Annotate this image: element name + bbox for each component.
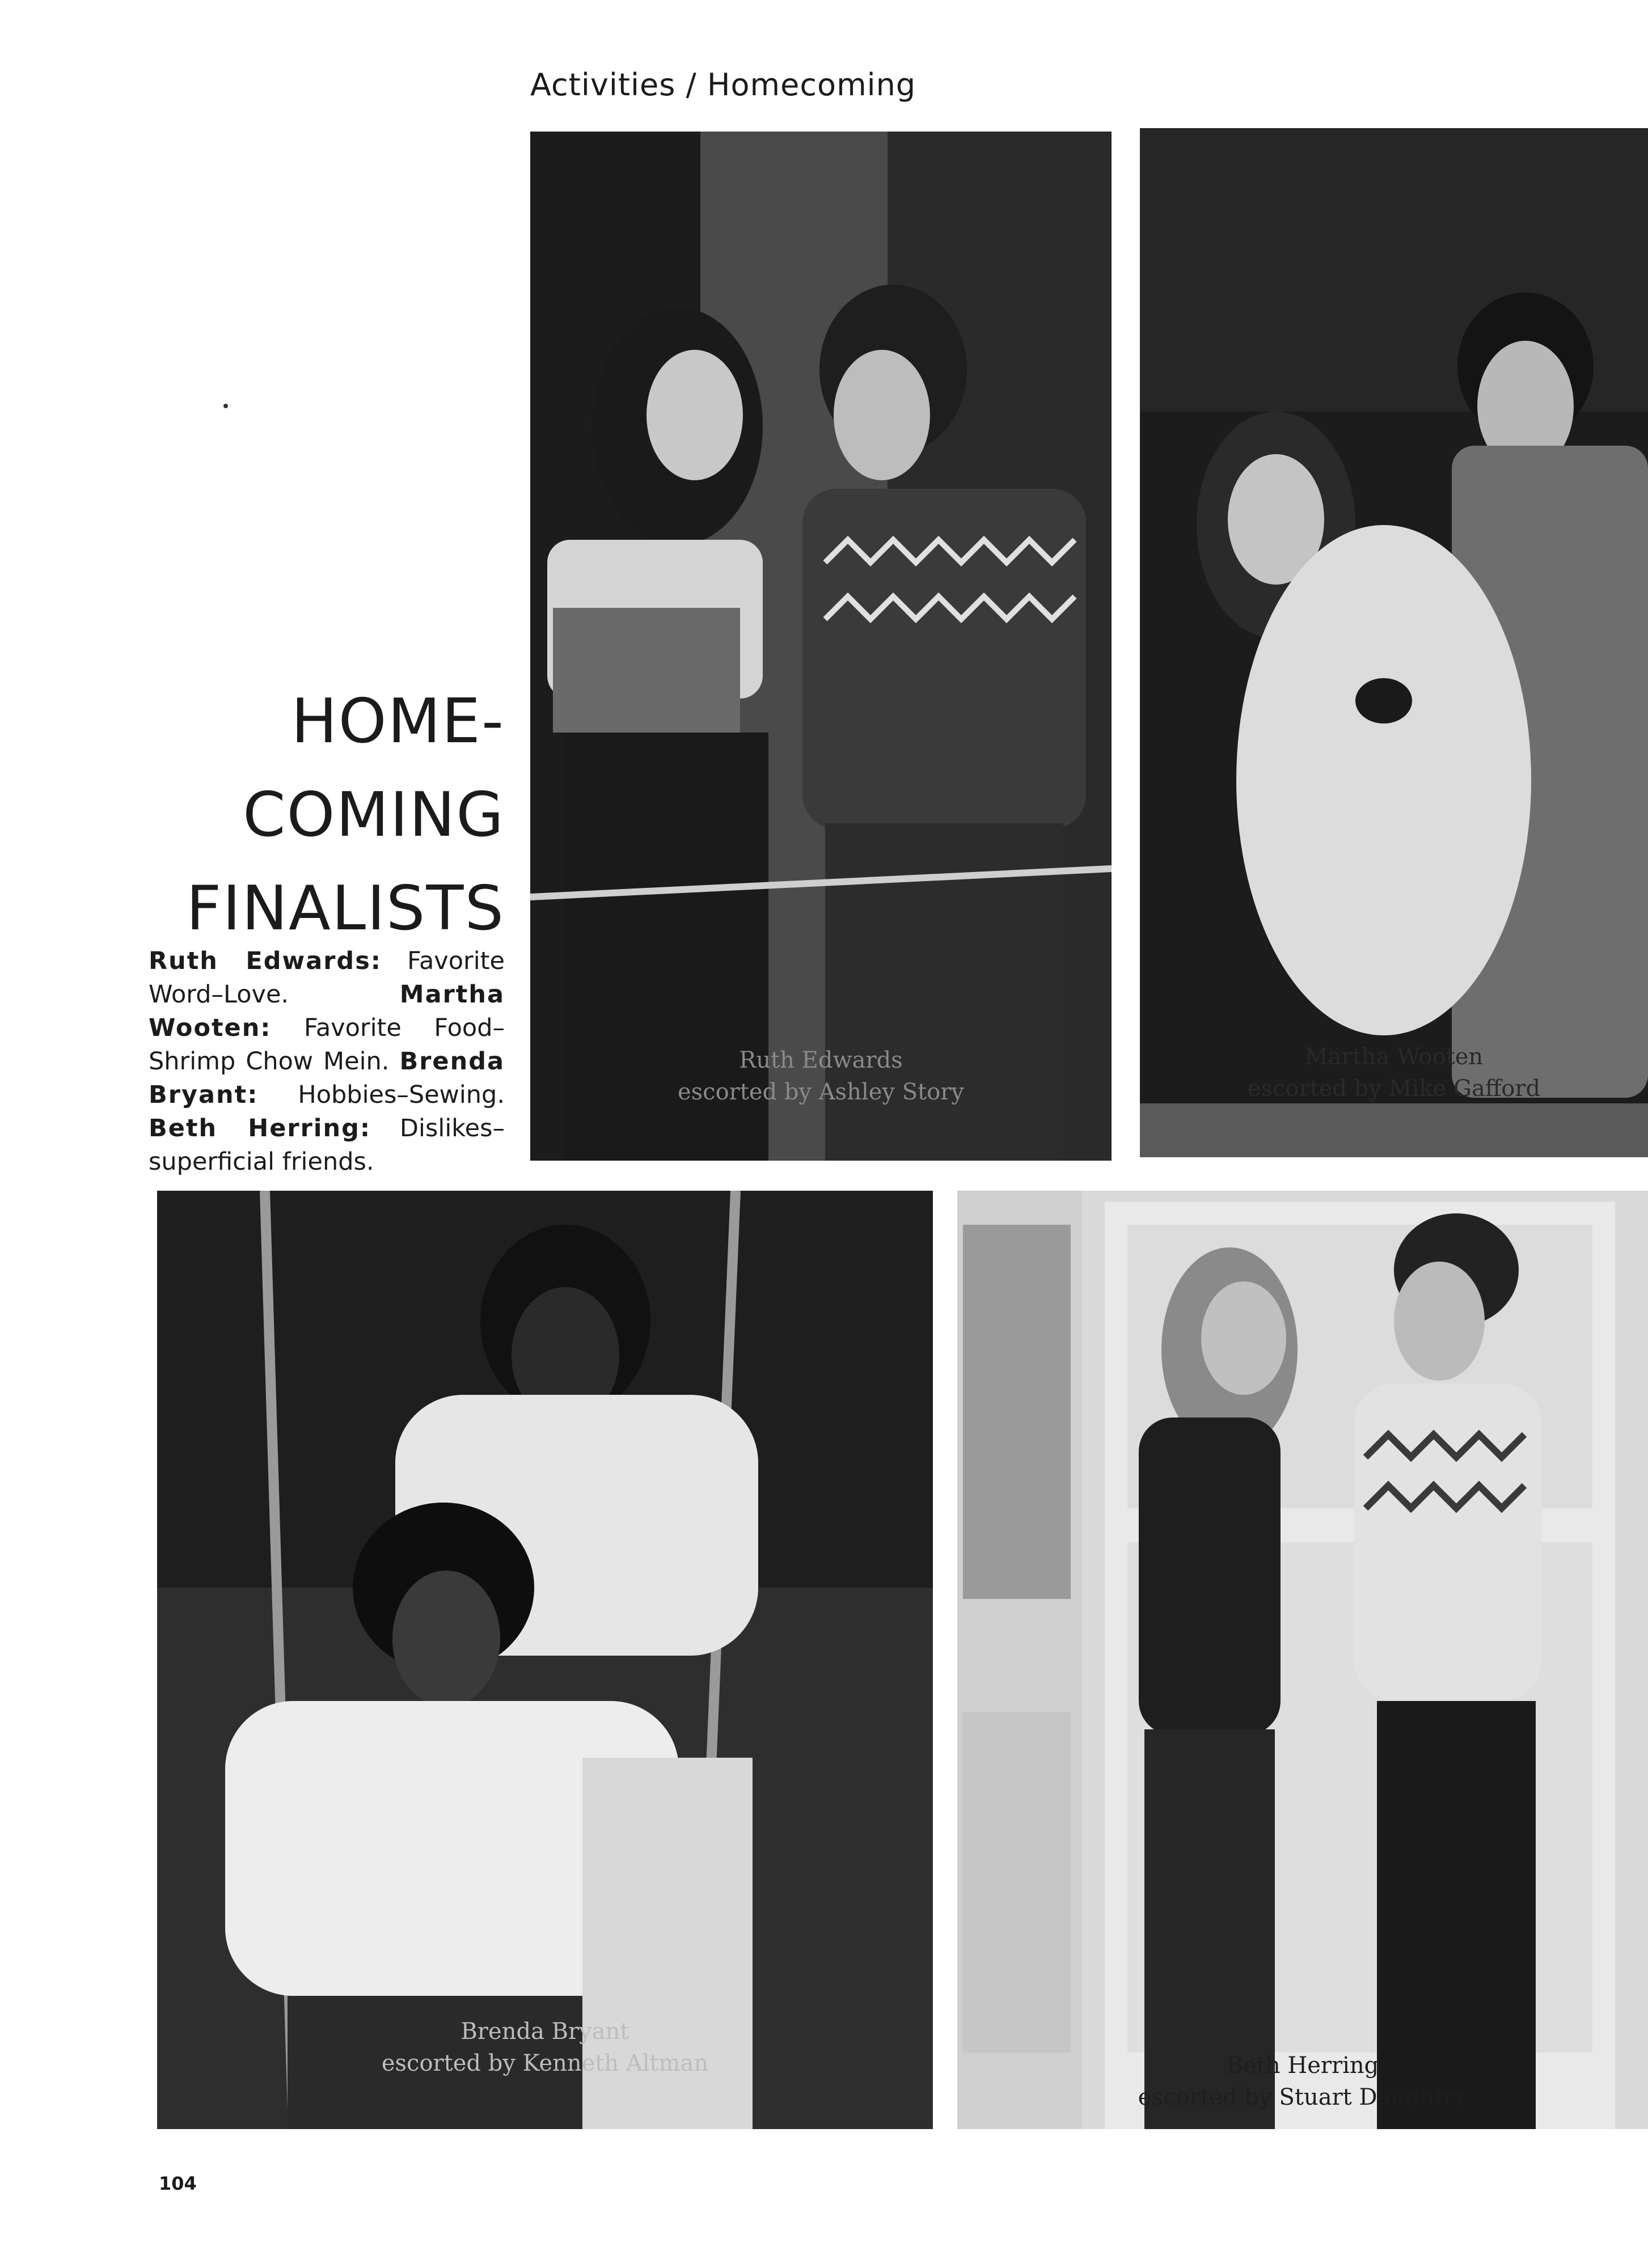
caption-line: escorted by Mike Gafford: [1247, 1076, 1541, 1102]
finalist-name: Brenda Bryant:: [149, 1047, 505, 1109]
caption-line: Brenda Bryant: [460, 2019, 629, 2045]
caption-brenda-bryant: [157, 2016, 933, 2079]
caption-line: Martha Wooten: [1304, 1044, 1484, 1070]
caption-line: Ruth Edwards: [739, 1047, 903, 1073]
finalist-name: Beth Herring:: [149, 1114, 371, 1143]
caption-ruth-edwards: [530, 1044, 1112, 1108]
photo-ruth-edwards: [530, 132, 1112, 1161]
photo-beth-herring: [957, 1191, 1648, 2129]
page-title: [142, 675, 505, 955]
title-line-1: HOME-: [291, 686, 505, 757]
finalist-detail: Favorite Food–Shrimp Chow Mein.: [149, 1014, 505, 1076]
caption-line: escorted by Kenneth Altman: [381, 2050, 709, 2076]
caption-line: escorted by Ashley Story: [677, 1079, 965, 1105]
photo-beth-herring-image: [957, 1191, 1648, 2129]
caption-line: Beth Herring: [1226, 2053, 1379, 2079]
photo-martha-wooten: [1140, 128, 1648, 1157]
stray-dot: [223, 404, 228, 408]
page-number: 104: [159, 2173, 197, 2194]
photo-brenda-bryant: [157, 1191, 933, 2129]
finalists-description: [149, 945, 505, 1179]
title-line-3: FINALISTS: [186, 873, 505, 944]
caption-line: escorted by Stuart Daughtry: [1138, 2084, 1468, 2110]
photo-brenda-bryant-image: [157, 1191, 933, 2129]
finalist-name: Martha Wooten:: [149, 980, 505, 1042]
finalist-detail: Dislikes–superficial friends.: [149, 1114, 505, 1176]
finalist-detail: Hobbies–Sewing.: [298, 1081, 505, 1109]
caption-martha-wooten: [1140, 1041, 1648, 1105]
photo-ruth-edwards-image: [530, 132, 1112, 1161]
photo-martha-wooten-image: [1140, 128, 1648, 1157]
title-line-2: COMING: [243, 780, 505, 850]
finalist-detail: Favorite Word–Love.: [149, 947, 505, 1009]
finalist-name: Ruth Edwards:: [149, 947, 382, 975]
section-header: Activities / Homecoming: [530, 67, 916, 103]
caption-beth-herring: [957, 2050, 1648, 2113]
